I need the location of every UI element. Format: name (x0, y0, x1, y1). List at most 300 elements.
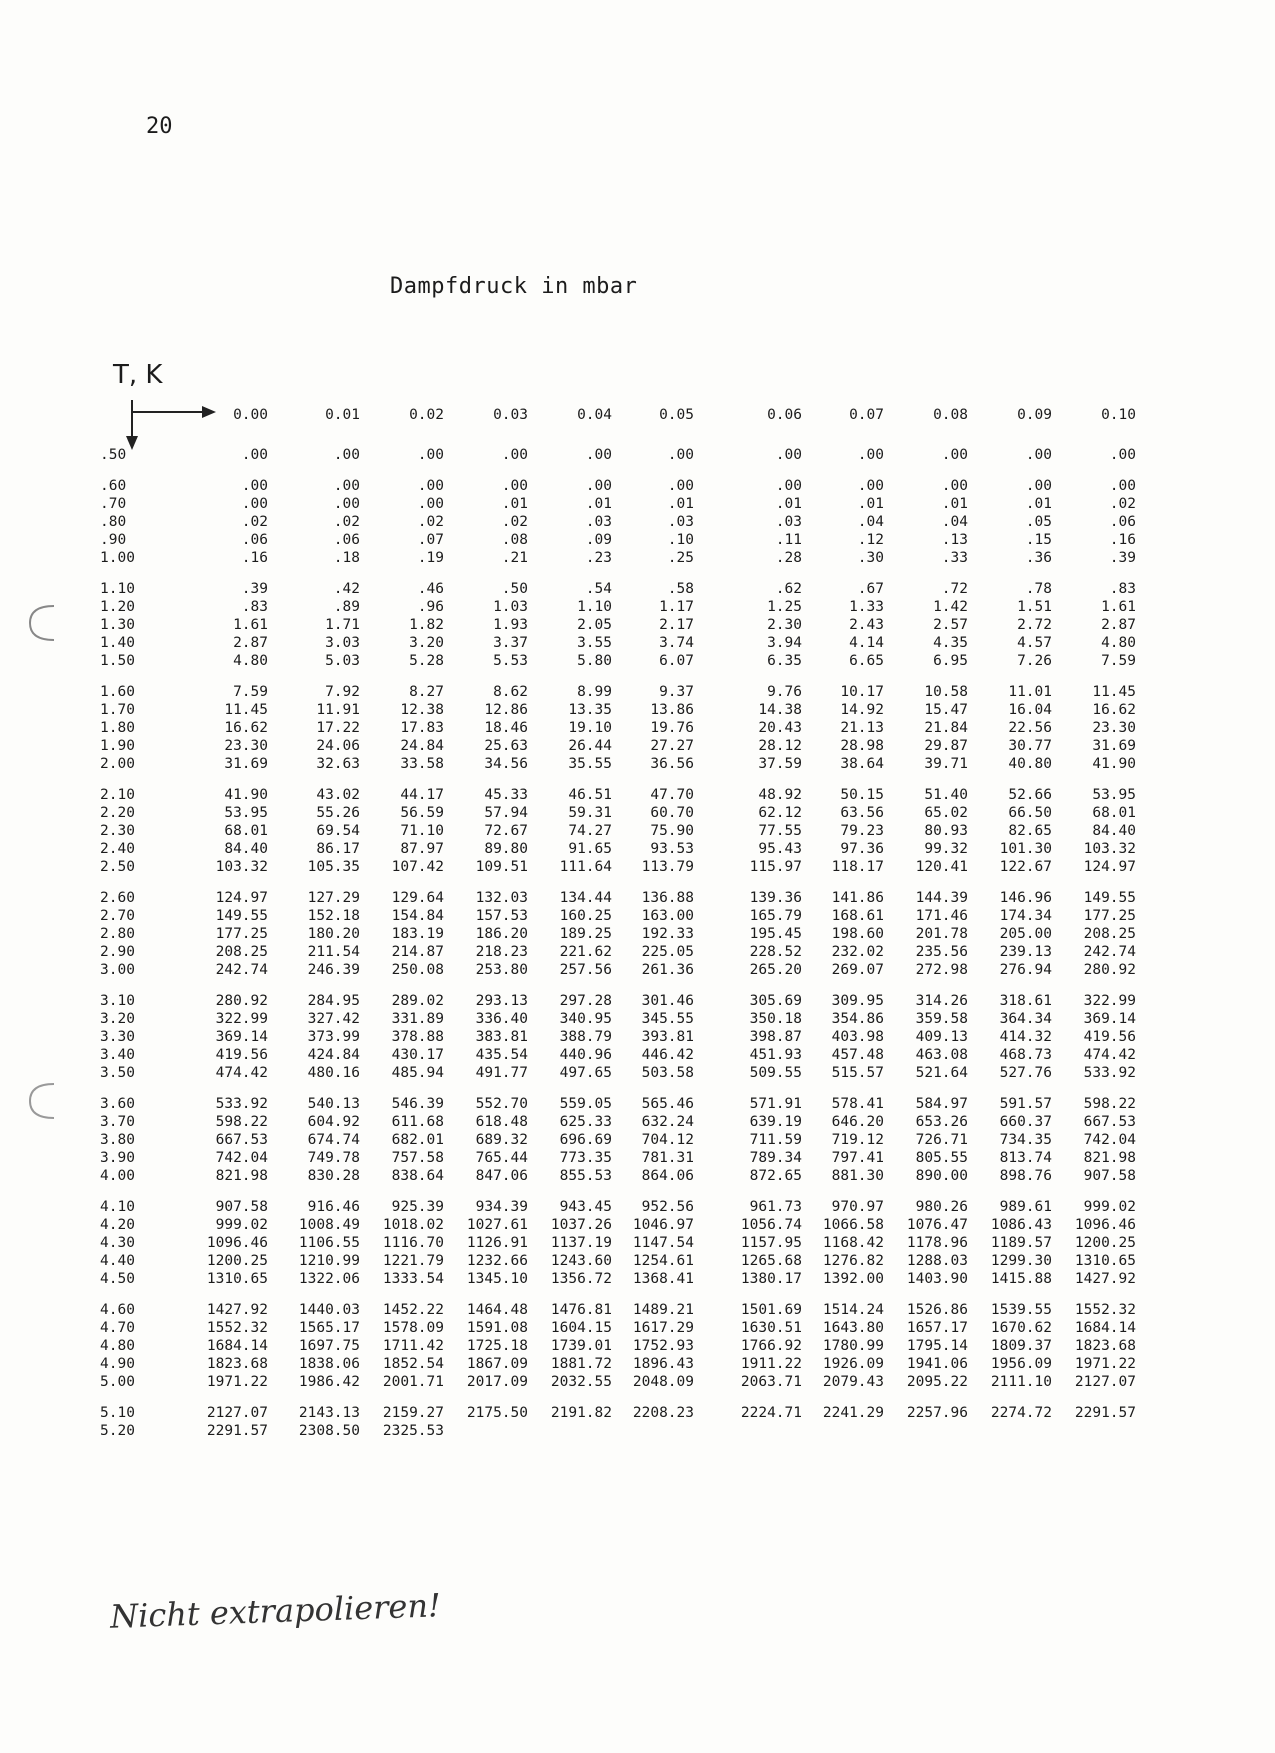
pressure-cell: 1265.68 (740, 1253, 802, 1269)
pressure-cell: 1380.17 (740, 1271, 802, 1287)
pressure-cell: 3.03 (325, 635, 360, 651)
pressure-cell: 134.44 (559, 890, 612, 906)
pressure-cell: 468.73 (999, 1047, 1052, 1063)
pressure-cell: 369.14 (1083, 1011, 1136, 1027)
pressure-cell: 71.10 (400, 823, 444, 839)
pressure-cell: 1.42 (933, 599, 968, 615)
pressure-cell: 546.39 (391, 1096, 444, 1112)
table-row (100, 1319, 1136, 1337)
temperature-cell: 3.40 (100, 1047, 135, 1063)
pressure-cell: 2175.50 (466, 1405, 528, 1421)
pressure-cell: 830.28 (307, 1168, 360, 1184)
pressure-cell: 1221.79 (382, 1253, 444, 1269)
pressure-cell: 225.05 (641, 944, 694, 960)
pressure-cell: 1076.47 (906, 1217, 968, 1233)
pressure-cell: 6.65 (849, 653, 884, 669)
pressure-cell: 26.44 (568, 738, 612, 754)
pressure-cell: 2001.71 (382, 1374, 444, 1390)
pressure-cell: 1086.43 (990, 1217, 1052, 1233)
table-row (100, 1046, 1136, 1064)
temperature-cell: 3.80 (100, 1132, 135, 1148)
temperature-cell: 3.30 (100, 1029, 135, 1045)
temperature-cell: 4.00 (100, 1168, 135, 1184)
pressure-cell: .25 (667, 550, 694, 566)
pressure-cell: .02 (333, 514, 360, 530)
pressure-cell: .11 (775, 532, 802, 548)
pressure-cell: 821.98 (215, 1168, 268, 1184)
pressure-cell: .33 (941, 550, 968, 566)
pressure-cell: 272.98 (915, 962, 968, 978)
pressure-cell: .67 (857, 581, 884, 597)
pressure-cell: 4.14 (849, 635, 884, 651)
temperature-cell: 1.20 (100, 599, 135, 615)
pressure-cell: 6.35 (767, 653, 802, 669)
pressure-cell: 14.38 (758, 702, 802, 718)
pressure-cell: 149.55 (215, 908, 268, 924)
pressure-cell: 632.24 (641, 1114, 694, 1130)
pressure-cell: 533.92 (1083, 1065, 1136, 1081)
pressure-cell: 907.58 (215, 1199, 268, 1215)
pressure-cell: 667.53 (215, 1132, 268, 1148)
pressure-cell: 1037.26 (550, 1217, 612, 1233)
pressure-cell: 1565.17 (298, 1320, 360, 1336)
pressure-cell: .03 (775, 514, 802, 530)
pressure-cell: .39 (1109, 550, 1136, 566)
column-header: 0.07 (849, 407, 884, 423)
pressure-cell: 242.74 (1083, 944, 1136, 960)
pressure-cell: 7.59 (233, 684, 268, 700)
table-row (100, 961, 1136, 979)
pressure-cell: 11.45 (1092, 684, 1136, 700)
pressure-cell: .00 (1109, 447, 1136, 463)
pressure-cell: 91.65 (568, 841, 612, 857)
column-header: 0.03 (493, 407, 528, 423)
pressure-cell: 69.54 (316, 823, 360, 839)
pressure-cell: 1501.69 (740, 1302, 802, 1318)
pressure-cell: 364.34 (999, 1011, 1052, 1027)
pressure-cell: 97.36 (840, 841, 884, 857)
pressure-cell: 189.25 (559, 926, 612, 942)
pressure-cell: 1200.25 (206, 1253, 268, 1269)
pressure-cell: 41.90 (224, 787, 268, 803)
pressure-cell: 1276.82 (822, 1253, 884, 1269)
pressure-cell: 118.17 (831, 859, 884, 875)
pressure-cell: 1126.91 (466, 1235, 528, 1251)
temperature-cell: 4.30 (100, 1235, 135, 1251)
temperature-cell: 2.00 (100, 756, 135, 772)
pressure-cell: 383.81 (475, 1029, 528, 1045)
pressure-cell: 813.74 (999, 1150, 1052, 1166)
pressure-cell: 17.83 (400, 720, 444, 736)
pressure-cell: .00 (333, 478, 360, 494)
pressure-cell: 13.35 (568, 702, 612, 718)
pressure-cell: 1630.51 (740, 1320, 802, 1336)
table-row (100, 858, 1136, 876)
table-row (100, 438, 1136, 464)
pressure-cell: 1157.95 (740, 1235, 802, 1251)
pressure-cell: 1591.08 (466, 1320, 528, 1336)
pressure-cell: 781.31 (641, 1150, 694, 1166)
pressure-cell: 1941.06 (906, 1356, 968, 1372)
pressure-cell: .00 (417, 447, 444, 463)
pressure-cell: 682.01 (391, 1132, 444, 1148)
pressure-cell: 3.74 (659, 635, 694, 651)
pressure-cell: 1578.09 (382, 1320, 444, 1336)
pressure-cell: 340.95 (559, 1011, 612, 1027)
pressure-cell: 350.18 (749, 1011, 802, 1027)
pressure-cell: 2048.09 (632, 1374, 694, 1390)
pressure-cell: 177.25 (215, 926, 268, 942)
table-row (100, 1010, 1136, 1028)
temperature-cell: 3.50 (100, 1065, 135, 1081)
pressure-cell: 269.07 (831, 962, 884, 978)
pressure-cell: 62.12 (758, 805, 802, 821)
pressure-cell: 1106.55 (298, 1235, 360, 1251)
pressure-cell: 403.98 (831, 1029, 884, 1045)
pressure-cell: 103.32 (215, 859, 268, 875)
pressure-cell: 168.61 (831, 908, 884, 924)
pressure-cell: 1.33 (849, 599, 884, 615)
pressure-cell: 51.40 (924, 787, 968, 803)
pressure-cell: 1356.72 (550, 1271, 612, 1287)
pressure-cell: .00 (857, 478, 884, 494)
pressure-cell: 163.00 (641, 908, 694, 924)
table-row (100, 1149, 1136, 1167)
pressure-cell: 497.65 (559, 1065, 612, 1081)
pressure-cell: 2274.72 (990, 1405, 1052, 1421)
pressure-cell: 144.39 (915, 890, 968, 906)
pressure-cell: 1403.90 (906, 1271, 968, 1287)
pressure-cell: 3.20 (409, 635, 444, 651)
pressure-cell: 1168.42 (822, 1235, 884, 1251)
pressure-cell: 309.95 (831, 993, 884, 1009)
pressure-cell: 201.78 (915, 926, 968, 942)
table-row (100, 840, 1136, 858)
pressure-cell: 1232.66 (466, 1253, 528, 1269)
pressure-cell: 53.95 (224, 805, 268, 821)
pressure-cell: 1823.68 (206, 1356, 268, 1372)
table-row (100, 755, 1136, 773)
pressure-cell: 515.57 (831, 1065, 884, 1081)
temperature-cell: 1.60 (100, 684, 135, 700)
column-header: 0.06 (767, 407, 802, 423)
table-row (100, 1234, 1136, 1252)
pressure-cell: 15.47 (924, 702, 968, 718)
pressure-cell: 297.28 (559, 993, 612, 1009)
pressure-cell: 604.92 (307, 1114, 360, 1130)
pressure-cell: 99.32 (924, 841, 968, 857)
pressure-cell: 8.62 (493, 684, 528, 700)
axis-label: T, K (113, 360, 163, 390)
pressure-cell: .00 (857, 447, 884, 463)
pressure-cell: .01 (857, 496, 884, 512)
pressure-cell: 124.97 (215, 890, 268, 906)
pressure-cell (884, 1422, 968, 1440)
pressure-cell: 127.29 (307, 890, 360, 906)
temperature-cell: 1.90 (100, 738, 135, 754)
pressure-cell: 1.61 (233, 617, 268, 633)
temperature-cell: 4.80 (100, 1338, 135, 1354)
pressure-cell: 53.95 (1092, 787, 1136, 803)
table-row (100, 1028, 1136, 1046)
pressure-cell: 16.04 (1008, 702, 1052, 718)
temperature-cell: 2.90 (100, 944, 135, 960)
pressure-cell: .21 (501, 550, 528, 566)
table-row (100, 495, 1136, 513)
pressure-cell: 5.28 (409, 653, 444, 669)
pressure-cell: 1415.88 (990, 1271, 1052, 1287)
pressure-cell: 93.53 (650, 841, 694, 857)
pressure-cell: 115.97 (749, 859, 802, 875)
pressure-cell: 2308.50 (298, 1423, 360, 1439)
pressure-cell: 474.42 (1083, 1047, 1136, 1063)
pressure-cell: .36 (1025, 550, 1052, 566)
pressure-cell: 1956.09 (990, 1356, 1052, 1372)
pressure-cell: 6.95 (933, 653, 968, 669)
punch-hole-mark (22, 1078, 62, 1124)
pressure-cell: 89.80 (484, 841, 528, 857)
pressure-cell: 8.99 (577, 684, 612, 700)
pressure-cell: 704.12 (641, 1132, 694, 1148)
pressure-cell: 322.99 (215, 1011, 268, 1027)
pressure-cell: 457.48 (831, 1047, 884, 1063)
pressure-cell: 765.44 (475, 1150, 528, 1166)
pressure-cell: 12.38 (400, 702, 444, 718)
temperature-cell: 4.40 (100, 1253, 135, 1269)
pressure-cell: 989.61 (999, 1199, 1052, 1215)
pressure-cell: 177.25 (1083, 908, 1136, 924)
pressure-cell: 280.92 (215, 993, 268, 1009)
pressure-cell: 1670.62 (990, 1320, 1052, 1336)
table-row (100, 1216, 1136, 1234)
pressure-cell: 24.06 (316, 738, 360, 754)
pressure-cell: 47.70 (650, 787, 694, 803)
pressure-cell: 890.00 (915, 1168, 968, 1184)
table-row (100, 634, 1136, 652)
pressure-cell: 1452.22 (382, 1302, 444, 1318)
pressure-cell: .01 (667, 496, 694, 512)
pressure-cell: 1392.00 (822, 1271, 884, 1287)
pressure-cell: 3.55 (577, 635, 612, 651)
temperature-cell: .70 (100, 496, 127, 512)
pressure-cell: 3.37 (493, 635, 528, 651)
pressure-cell: 18.46 (484, 720, 528, 736)
pressure-cell: 440.96 (559, 1047, 612, 1063)
pressure-cell: 409.13 (915, 1029, 968, 1045)
pressure-cell: 21.84 (924, 720, 968, 736)
pressure-cell: 95.43 (758, 841, 802, 857)
temperature-cell: 2.70 (100, 908, 135, 924)
pressure-cell: 1189.57 (990, 1235, 1052, 1251)
pressure-cell: 1526.86 (906, 1302, 968, 1318)
pressure-cell: 149.55 (1083, 890, 1136, 906)
temperature-cell: .80 (100, 514, 127, 530)
temperature-cell: 3.70 (100, 1114, 135, 1130)
pressure-cell: 1066.58 (822, 1217, 884, 1233)
vapor-pressure-table (100, 392, 1136, 1440)
pressure-cell: 183.19 (391, 926, 444, 942)
pressure-cell: 838.64 (391, 1168, 444, 1184)
table-row (100, 1337, 1136, 1355)
pressure-cell: 999.02 (1083, 1199, 1136, 1215)
pressure-cell (968, 1422, 1052, 1440)
pressure-cell: 734.35 (999, 1132, 1052, 1148)
pressure-cell: 157.53 (475, 908, 528, 924)
pressure-cell: 898.76 (999, 1168, 1052, 1184)
pressure-cell: 463.08 (915, 1047, 968, 1063)
pressure-cell: 84.40 (224, 841, 268, 857)
pressure-cell: 1643.80 (822, 1320, 884, 1336)
pressure-cell: 1440.03 (298, 1302, 360, 1318)
pressure-cell: 139.36 (749, 890, 802, 906)
pressure-cell: 186.20 (475, 926, 528, 942)
corner-cell (100, 392, 190, 438)
pressure-cell: .00 (1025, 478, 1052, 494)
table-row (100, 1355, 1136, 1373)
table-row (100, 804, 1136, 822)
pressure-cell: 1476.81 (550, 1302, 612, 1318)
pressure-cell: 218.23 (475, 944, 528, 960)
table-row (100, 1252, 1136, 1270)
pressure-cell: 1552.32 (206, 1320, 268, 1336)
pressure-cell: 20.43 (758, 720, 802, 736)
pressure-cell: 509.55 (749, 1065, 802, 1081)
pressure-cell: 314.26 (915, 993, 968, 1009)
temperature-cell: 4.10 (100, 1199, 135, 1215)
pressure-cell: 485.94 (391, 1065, 444, 1081)
table-row (100, 549, 1136, 567)
pressure-cell: .83 (1109, 581, 1136, 597)
pressure-cell: 578.41 (831, 1096, 884, 1112)
pressure-cell: 34.56 (484, 756, 528, 772)
table-row (100, 1373, 1136, 1391)
pressure-cell: 211.54 (307, 944, 360, 960)
pressure-cell: 1.17 (659, 599, 694, 615)
pressure-cell: .18 (333, 550, 360, 566)
pressure-cell: .01 (775, 496, 802, 512)
pressure-cell: 336.40 (475, 1011, 528, 1027)
pressure-cell: .83 (241, 599, 268, 615)
pressure-cell: 855.53 (559, 1168, 612, 1184)
pressure-cell: 1310.65 (206, 1271, 268, 1287)
pressure-cell: 2.87 (1101, 617, 1136, 633)
temperature-cell: 4.50 (100, 1271, 135, 1287)
pressure-cell: .08 (501, 532, 528, 548)
pressure-cell: 280.92 (1083, 962, 1136, 978)
temperature-cell: .90 (100, 532, 127, 548)
pressure-cell: 1254.61 (632, 1253, 694, 1269)
pressure-cell: .06 (1109, 514, 1136, 530)
pressure-cell: 28.12 (758, 738, 802, 754)
pressure-cell: 228.52 (749, 944, 802, 960)
pressure-cell: 559.05 (559, 1096, 612, 1112)
pressure-cell: 239.13 (999, 944, 1052, 960)
pressure-cell: 1368.41 (632, 1271, 694, 1287)
pressure-cell: 446.42 (641, 1047, 694, 1063)
temperature-cell: 5.00 (100, 1374, 135, 1390)
pressure-cell: 30.77 (1008, 738, 1052, 754)
punch-hole-mark (22, 600, 62, 646)
pressure-cell: 50.15 (840, 787, 884, 803)
pressure-cell: 27.27 (650, 738, 694, 754)
pressure-cell: .16 (1109, 532, 1136, 548)
pressure-cell: 2017.09 (466, 1374, 528, 1390)
pressure-cell: 2063.71 (740, 1374, 802, 1390)
pressure-cell: 970.97 (831, 1199, 884, 1215)
pressure-cell: .05 (1025, 514, 1052, 530)
pressure-cell: 916.46 (307, 1199, 360, 1215)
pressure-cell: 284.95 (307, 993, 360, 1009)
pressure-cell: 52.66 (1008, 787, 1052, 803)
temperature-cell: 1.70 (100, 702, 135, 718)
table-row (100, 979, 1136, 1010)
temperature-cell: 5.10 (100, 1405, 135, 1421)
pressure-cell: .06 (333, 532, 360, 548)
pressure-cell: 1795.14 (906, 1338, 968, 1354)
pressure-cell: 122.67 (999, 859, 1052, 875)
table-row (100, 773, 1136, 804)
pressure-cell: 726.71 (915, 1132, 968, 1148)
pressure-cell: 2325.53 (382, 1423, 444, 1439)
pressure-cell: 625.33 (559, 1114, 612, 1130)
pressure-cell: 797.41 (831, 1150, 884, 1166)
pressure-cell: 646.20 (831, 1114, 884, 1130)
pressure-cell: 65.02 (924, 805, 968, 821)
column-header: 0.05 (659, 407, 694, 423)
pressure-cell: 105.35 (307, 859, 360, 875)
pressure-cell: 369.14 (215, 1029, 268, 1045)
pressure-cell: 16.62 (1092, 702, 1136, 718)
pressure-cell: 84.40 (1092, 823, 1136, 839)
pressure-cell: 847.06 (475, 1168, 528, 1184)
pressure-cell: 742.04 (215, 1150, 268, 1166)
table-row (100, 1082, 1136, 1113)
pressure-cell: 2095.22 (906, 1374, 968, 1390)
pressure-cell: 1739.01 (550, 1338, 612, 1354)
pressure-cell: 2.30 (767, 617, 802, 633)
pressure-cell: 31.69 (224, 756, 268, 772)
table-row (100, 1288, 1136, 1319)
pressure-cell: 2291.57 (1074, 1405, 1136, 1421)
temperature-cell: 5.20 (100, 1423, 135, 1439)
pressure-cell: 1711.42 (382, 1338, 444, 1354)
pressure-cell: .03 (585, 514, 612, 530)
pressure-cell: .10 (667, 532, 694, 548)
pressure-cell: .00 (775, 447, 802, 463)
pressure-cell: 208.25 (1083, 926, 1136, 942)
pressure-cell: 19.76 (650, 720, 694, 736)
pressure-cell: 2.43 (849, 617, 884, 633)
table-row (100, 464, 1136, 495)
pressure-cell: 943.45 (559, 1199, 612, 1215)
pressure-cell: 2208.23 (632, 1405, 694, 1421)
pressure-cell: .62 (775, 581, 802, 597)
pressure-cell: 7.26 (1017, 653, 1052, 669)
pressure-cell: 980.26 (915, 1199, 968, 1215)
table-row (100, 1131, 1136, 1149)
table-row (100, 670, 1136, 701)
pressure-cell: 39.71 (924, 756, 968, 772)
pressure-cell: 141.86 (831, 890, 884, 906)
pressure-cell: 1299.30 (990, 1253, 1052, 1269)
pressure-cell: 1.51 (1017, 599, 1052, 615)
pressure-cell: 345.55 (641, 1011, 694, 1027)
page-number: 20 (146, 114, 173, 139)
pressure-cell: 1684.14 (1074, 1320, 1136, 1336)
pressure-cell: 527.76 (999, 1065, 1052, 1081)
pressure-cell: 2127.07 (1074, 1374, 1136, 1390)
pressure-cell: 2079.43 (822, 1374, 884, 1390)
